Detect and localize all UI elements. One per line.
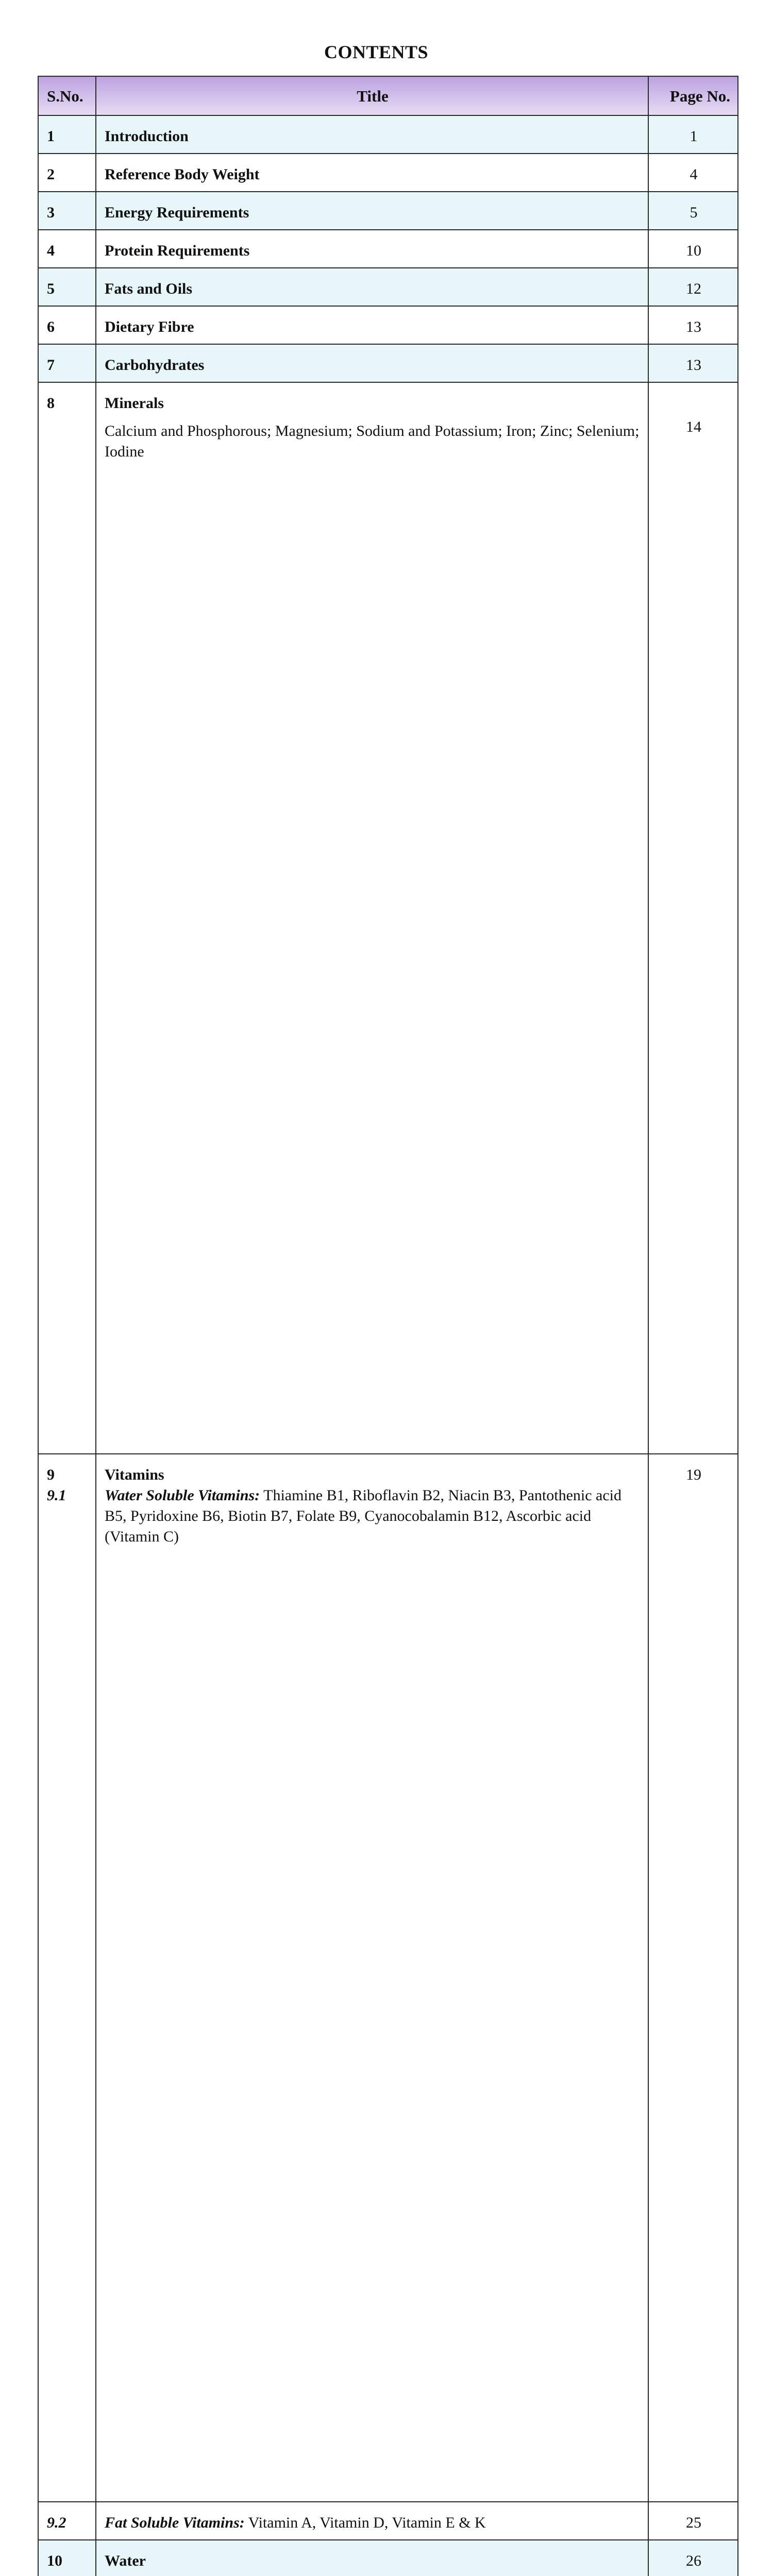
row-sno: 8 [38,382,96,1454]
row-sno: 1 [38,115,96,154]
table-row-vitamins [38,1454,738,2502]
table-row [38,306,738,344]
row-sno-cell [38,1454,96,2502]
table-row [38,230,738,268]
row-detail: Vitamin A, Vitamin D, Vitamin E & K [248,2514,486,2531]
column-header-sno: S.No. [38,76,96,115]
row-title: Carbohydrates [96,344,648,382]
row-sno: 4 [38,230,96,268]
row-title: Introduction [96,115,648,154]
row-page: 10 [648,230,738,268]
table-row [38,2540,738,2576]
row-sno: 9 [47,1466,55,1483]
row-sno: 3 [38,192,96,230]
row-page: 14 [648,382,738,1454]
row-title: Reference Body Weight [96,154,648,192]
row-detail: Calcium and Phosphorous; Magnesium; Sodium and Potassium; Iron; Zinc; Selenium; Iodine [105,422,640,460]
row-sub-sno: 9.1 [47,1487,66,1504]
row-title: Water [96,2540,648,2576]
row-page: 4 [648,154,738,192]
page-title: CONTENTS [324,42,429,62]
table-row [38,192,738,230]
row-sno: 2 [38,154,96,192]
row-page: 1 [648,115,738,154]
table-row [38,115,738,154]
row-sno: 6 [38,306,96,344]
table-row-fat-soluble [38,2502,738,2540]
row-title-cell [96,382,648,1454]
row-title: Fats and Oils [96,268,648,306]
row-title: Energy Requirements [96,192,648,230]
row-page: 5 [648,192,738,230]
row-title-cell [96,1454,648,2502]
row-title: Fat Soluble Vitamins: [105,2514,245,2531]
table-header-row [38,76,738,115]
row-title: Dietary Fibre [96,306,648,344]
row-detail: Thiamine B1, Riboflavin B2, Niacin B3, Pantothenic acid B5, Pyridoxine B6, Biotin B7, Folate B9, Cyanocobalamin B12, Ascorbic acid (Vitamin C) [105,1487,622,1545]
table-row-minerals [38,382,738,1454]
row-page: 13 [648,344,738,382]
row-title-cell [96,2502,648,2540]
row-title: Protein Requirements [96,230,648,268]
row-page: 26 [648,2540,738,2576]
row-page: 19 [648,1454,738,2502]
row-sno: 9.2 [38,2502,96,2540]
row-sno: 7 [38,344,96,382]
row-title: Minerals [105,395,164,412]
column-header-title: Title [96,76,648,115]
column-header-page: Page No. [648,76,738,115]
table-row [38,344,738,382]
row-page: 25 [648,2502,738,2540]
row-sno: 10 [38,2540,96,2576]
row-sno: 5 [38,268,96,306]
row-page: 13 [648,306,738,344]
contents-table [38,76,738,2576]
row-title: Vitamins [105,1466,164,1483]
row-subtitle: Water Soluble Vitamins: [105,1487,260,1504]
table-row [38,268,738,306]
table-row [38,154,738,192]
row-page: 12 [648,268,738,306]
